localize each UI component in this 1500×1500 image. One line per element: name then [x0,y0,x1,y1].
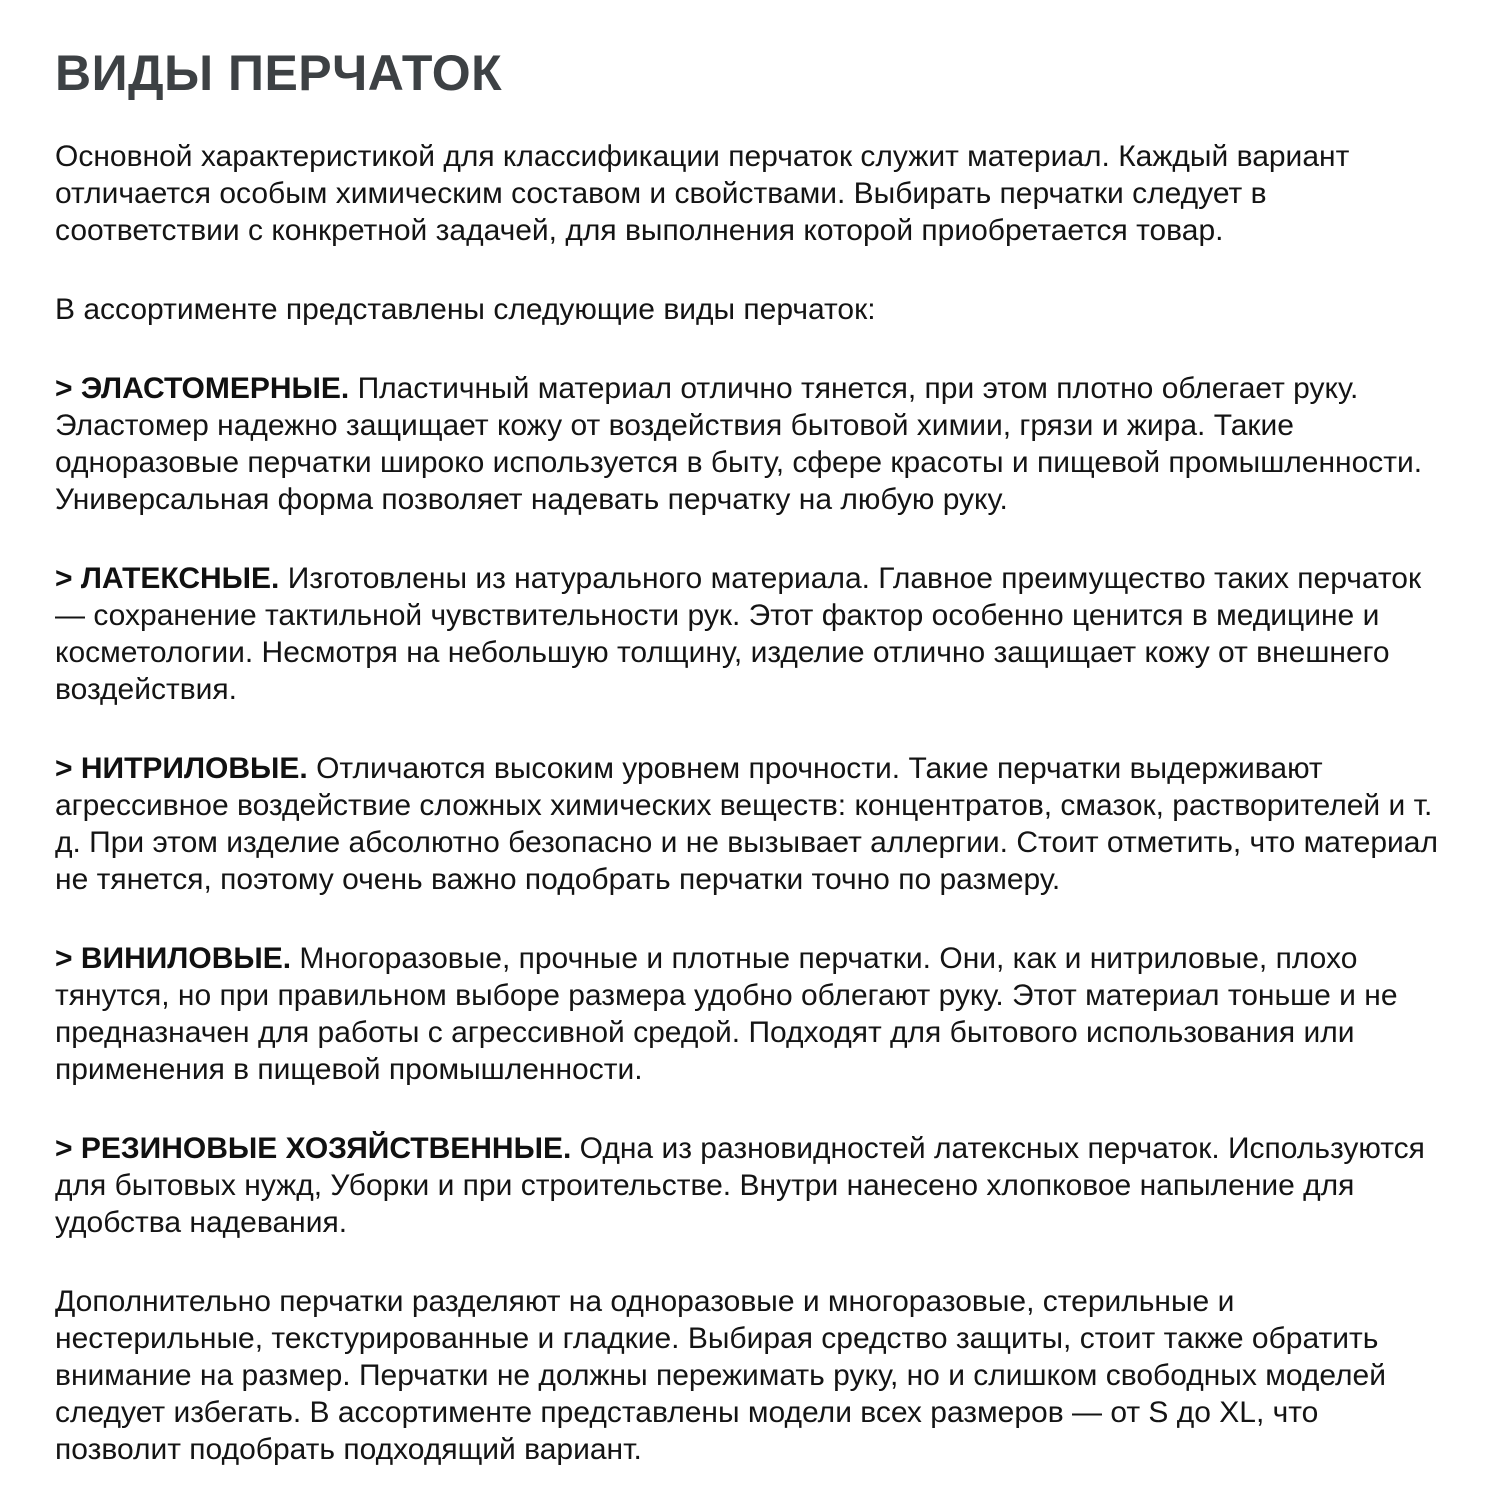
glove-type-vinyl [55,940,1448,1088]
glove-type-rubber-household [55,1130,1448,1241]
glove-type-lead: > НИТРИЛОВЫЕ. [55,752,308,785]
glove-type-description: Пластичный материал отлично тянется, при этом плотно облегает руку. Эластомер надежно защищает кожу от воздействия бытовой химии, грязи и жира. Такие одноразовые перчатки широко используется в быту, сфере красоты и пищевой промышленности. Универсальная форма позволяет надевать перчатку на любую руку. [55,372,1423,516]
glove-type-elastomer [55,370,1448,518]
outro-paragraph: Дополнительно перчатки разделяют на одноразовые и многоразовые, стерильные и нестерильные, текстурированные и гладкие. Выбирая средство защиты, стоит также обратить внимание на размер. Перчатки не должны пережимать руку, но и слишком свободных моделей следует избегать. В ассортименте представлены модели всех размеров — от S до XL, что позволит подобрать подходящий вариант. [55,1285,1386,1466]
assortment-line: В ассортименте представлены следующие виды перчаток: [55,293,876,326]
intro-paragraph: Основной характеристикой для классификации перчаток служит материал. Каждый вариант отличается особым химическим составом и свойствами. Выбирать перчатки следует в соответствии с конкретной задачей, для выполнения которой приобретается товар. [55,140,1350,247]
glove-type-latex [55,560,1448,708]
glove-type-description: Многоразовые, прочные и плотные перчатки. Они, как и нитриловые, плохо тянутся, но при правильном выборе размера удобно облегают руку. Этот материал тоньше и не предназначен для работы с агрессивной средой. Подходят для бытового использования или применения в пищевой промышленности. [55,942,1398,1086]
glove-type-lead: > РЕЗИНОВЫЕ ХОЗЯЙСТВЕННЫЕ. [55,1132,572,1165]
glove-type-description: Отличаются высоким уровнем прочности. Такие перчатки выдерживают агрессивное воздействие сложных химических веществ: концентратов, смазок, растворителей и т. д. При этом изделие абсолютно безопасно и не вызывает аллергии. Стоит отметить, что материал не тянется, поэтому очень важно подобрать перчатки точно по размеру. [55,752,1438,896]
glove-type-lead: > ЭЛАСТОМЕРНЫЕ. [55,372,350,405]
glove-type-lead: > ВИНИЛОВЫЕ. [55,942,292,975]
glove-type-description: Изготовлены из натурального материала. Главное преимущество таких перчаток — сохранение тактильной чувствительности рук. Этот фактор особенно ценится в медицине и косметологии. Несмотря на небольшую толщину, изделие отлично защищает кожу от внешнего воздействия. [55,562,1422,706]
glove-type-lead: > ЛАТЕКСНЫЕ. [55,562,280,595]
glove-type-nitrile [55,750,1448,898]
glove-type-description: Одна из разновидностей латексных перчаток. Используются для бытовых нужд, Уборки и при строительстве. Внутри нанесено хлопковое напыление для удобства надевания. [55,1132,1425,1239]
page-title: ВИДЫ ПЕРЧАТОК [55,45,503,101]
